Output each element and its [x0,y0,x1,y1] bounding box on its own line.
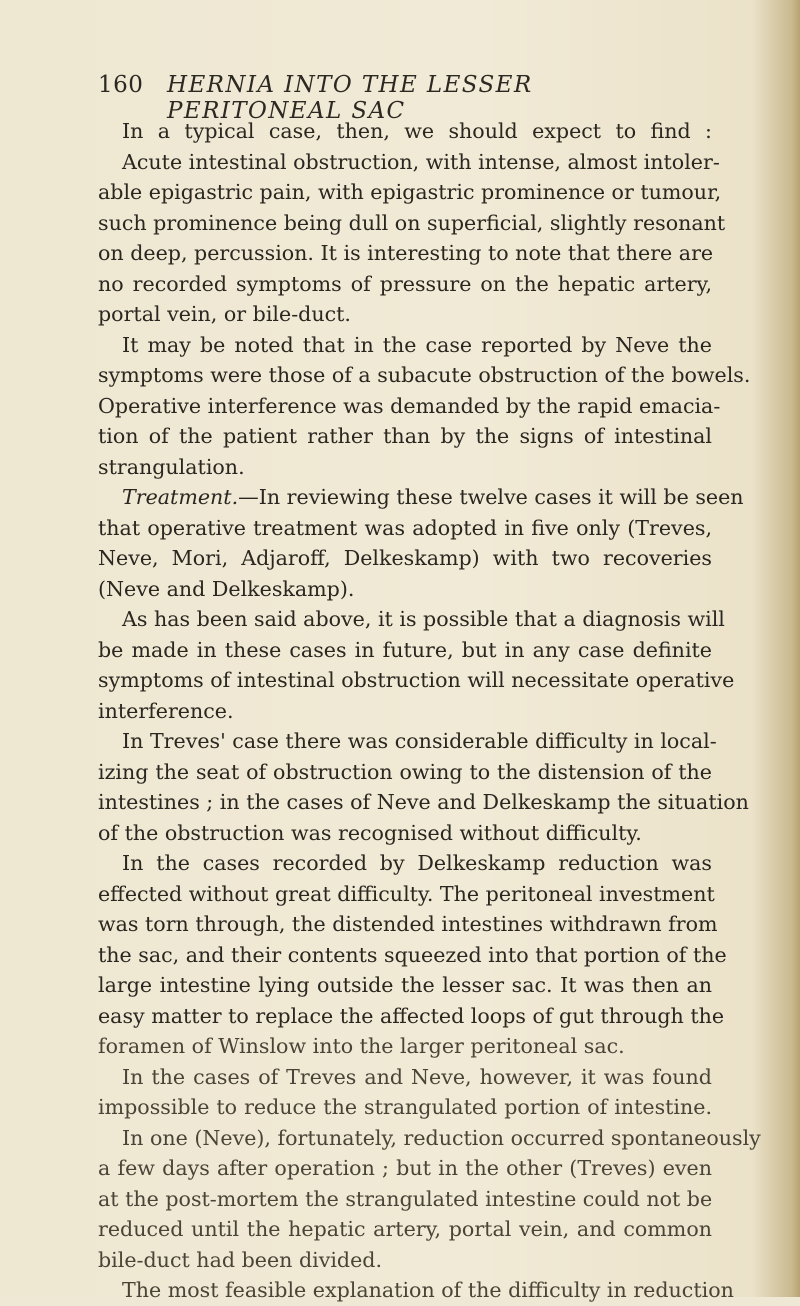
text-line: As has been said above, it is possible that a diagnosis will [122,607,725,631]
text-line: izing the seat of obstruction owing to the distension of the [98,759,712,784]
text-line: no recorded symptoms of pressure on the hepatic artery, [98,271,712,296]
text-line: strangulation. [98,454,245,479]
text-line: In a typical case, then, we should expect to find : [122,119,712,143]
text-line: effected without great difficulty. The peritoneal investment [98,881,715,906]
text-line: the sac, and their contents squeezed into that portion of the [98,942,727,967]
running-head [98,72,710,124]
text-line-fragment: —In reviewing these twelve cases it will be seen [238,485,744,509]
text-line: (Neve and Delkeskamp). [98,576,355,601]
page-number: 160 [98,72,144,98]
text-line: In one (Neve), fortunately, reduction occurred spontaneously [122,1125,761,1150]
text-line: The most feasible explanation of the difficulty in reduction [122,1278,734,1302]
treatment-heading: Treatment. [122,485,239,509]
text-line: intestines ; in the cases of Neve and Delkeskamp the situation [98,790,749,814]
text-line: portal vein, or bile-duct. [98,302,351,326]
text-line: of the obstruction was recognised without difficulty. [98,820,642,845]
text-line: Acute intestinal obstruction, with intense, almost intoler- [122,149,720,174]
text-line: a few days after operation ; but in the other (Treves) even [98,1156,712,1180]
text-line: interference. [98,698,234,723]
text-line: tion of the patient rather than by the signs of intestinal [98,424,712,448]
text-line: easy matter to replace the affected loops of gut through the [98,1003,725,1028]
text-line: Operative interference was demanded by the rapid emacia- [98,393,721,418]
text-line: bile-duct had been divided. [98,1247,383,1272]
text-line: reduced until the hepatic artery, portal vein, and common [98,1217,712,1241]
running-title: HERNIA INTO THE LESSER PERITONEAL SAC [167,72,533,124]
text-line: be made in these cases in future, but in any case definite [98,637,712,662]
text-line: was torn through, the distended intestines withdrawn from [98,912,718,936]
text-line: symptoms were those of a subacute obstruction of the bowels. [98,363,751,387]
text-line: impossible to reduce the strangulated portion of intestine. [98,1095,712,1119]
text-line: In Treves' case there was considerable difficulty in local- [122,729,717,753]
text-line: Neve, Mori, Adjaroff, Delkeskamp) with two recoveries [98,546,712,570]
text-line: foramen of Winslow into the larger peritoneal sac. [98,1034,625,1058]
text-line: In the cases recorded by Delkeskamp reduction was [122,851,712,875]
text-line: such prominence being dull on superficial, slightly resonant [98,210,726,235]
body-text [98,116,761,1306]
treatment-line [98,482,744,513]
text-line: on deep, percussion. It is interesting to note that there are [98,241,714,265]
text-line: In the cases of Treves and Neve, however, it was found [122,1064,712,1089]
text-line: able epigastric pain, with epigastric prominence or tumour, [98,180,722,204]
text-line: symptoms of intestinal obstruction will necessitate operative [98,668,735,692]
text-line: large intestine lying outside the lesser sac. It was then an [98,973,712,997]
text-line: It may be noted that in the case reported by Neve the [122,332,712,357]
text-line: that operative treatment was adopted in five only (Treves, [98,515,712,540]
text-line: at the post-mortem the strangulated intestine could not be [98,1186,713,1211]
